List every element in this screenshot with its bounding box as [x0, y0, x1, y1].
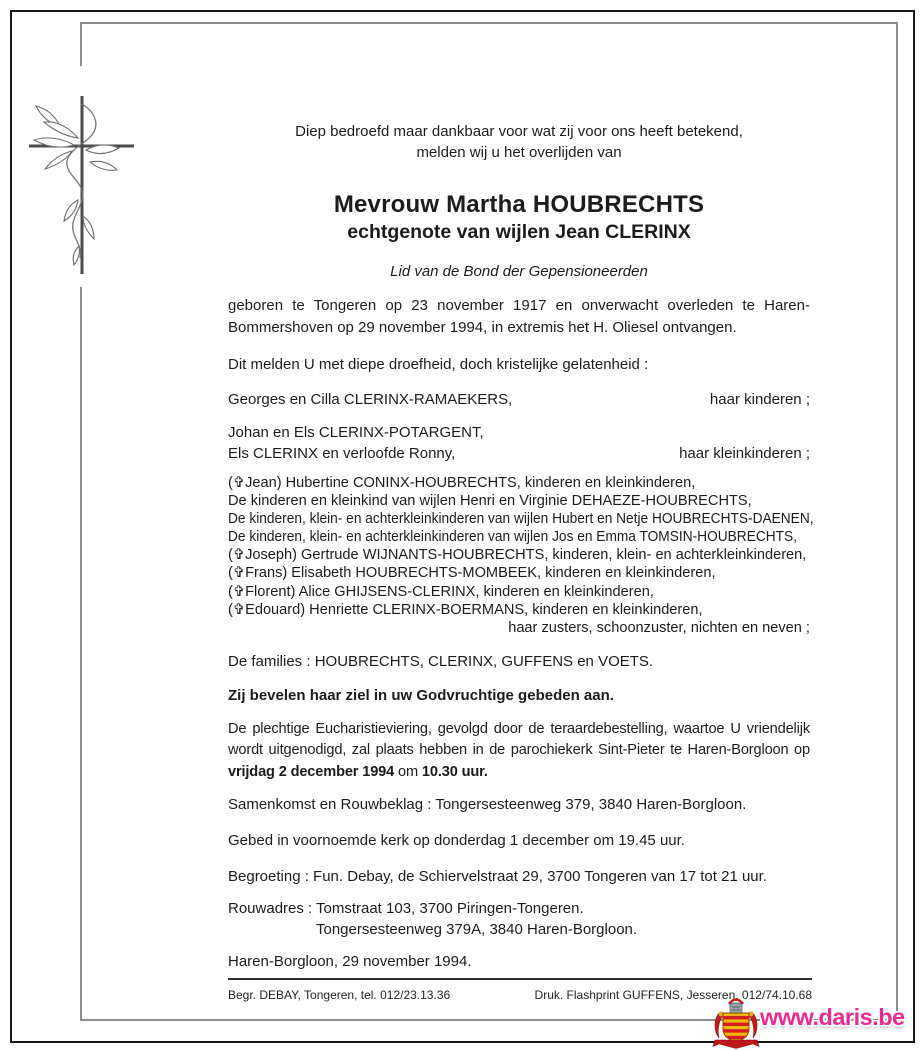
- grandchildren-label: haar kleinkinderen ;: [679, 444, 810, 462]
- visitation-line: Begroeting : Fun. Debay, de Schiervelstraat 29, 3700 Tongeren van 17 tot 21 uur.: [228, 868, 767, 885]
- intro-line-1: Diep bedroefd maar dankbaar voor wat zij voor ons heeft betekend,: [295, 123, 743, 140]
- mourning-address-block: [228, 899, 810, 940]
- printer-credit: Druk. Flashprint GUFFENS, Jesseren, 012/74.10.68: [534, 988, 812, 1002]
- relative-line: (✞Joseph) Gertrude WIJNANTS-HOUBRECHTS, kinderen, klein- en achterkleinkinderen,: [228, 547, 807, 564]
- relative-line: De kinderen en kleinkind van wijlen Henri en Virginie DEHAEZE-HOUBRECHTS,: [228, 493, 752, 510]
- children-row: [228, 389, 810, 410]
- birth-death-paragraph: geboren te Tongeren op 23 november 1917 en onverwacht overleden te Haren-Bommershoven op 29 november 1994, in extremis het H. Oliesel ontvangen.: [228, 297, 810, 336]
- mourning-address-label: Rouwadres :: [228, 900, 313, 917]
- daris-url-link[interactable]: www.daris.be: [760, 1004, 905, 1030]
- relative-line: De kinderen, klein- en achterkleinkinderen van wijlen Jos en Emma TOMSIN-HOUBRECHTS,: [228, 529, 798, 546]
- mourning-address-line-2: Tongersesteenweg 379A, 3840 Haren-Borgloon.: [316, 920, 638, 938]
- cross-with-foliage-icon: [16, 50, 148, 296]
- mourning-address-lines: [316, 899, 637, 940]
- inner-frame-left-lower: [80, 287, 82, 1019]
- relative-line: (✞Frans) Elisabeth HOUBRECHTS-MOMBEEK, kinderen en kleinkinderen,: [228, 565, 716, 582]
- inner-frame-top: [80, 22, 898, 24]
- grandchildren-line-2: Els CLERINX en verloofde Ronny,: [228, 444, 456, 462]
- notification-line: Dit melden U met diepe droefheid, doch kristelijke gelatenheid :: [228, 356, 649, 373]
- children-names: Georges en Cilla CLERINX-RAMAEKERS,: [228, 391, 513, 408]
- intro-line-2: melden wij u het overlijden van: [416, 144, 622, 161]
- dateline: Haren-Borgloon, 29 november 1994.: [228, 953, 472, 970]
- relatives-list: [228, 474, 814, 619]
- intro-text: [228, 121, 810, 163]
- undertaker-credit: Begr. DEBAY, Tongeren, tel. 012/23.13.36: [228, 988, 451, 1002]
- footer-divider: [228, 978, 812, 980]
- gathering-line: Samenkomst en Rouwbeklag : Tongersesteenweg 379, 3840 Haren-Borgloon.: [228, 796, 747, 813]
- spouse-line: echtgenote van wijlen Jean CLERINX: [347, 221, 691, 243]
- service-text-middle: om: [394, 763, 422, 780]
- grandchildren-line-1: Johan en Els CLERINX-POTARGENT,: [228, 424, 484, 441]
- service-date: vrijdag 2 december 1994: [228, 763, 395, 780]
- grandchildren-block: [228, 423, 810, 464]
- relative-line: (✞Edouard) Henriette CLERINX-BOERMANS, kinderen en kleinkinderen,: [228, 601, 703, 618]
- relative-line: (✞Jean) Hubertine CONINX-HOUBRECHTS, kinderen en kleinkinderen,: [228, 475, 696, 491]
- relative-line: De kinderen, klein- en achterkleinkinderen van wijlen Hubert en Netje HOUBRECHTS-DAENEN,: [228, 511, 814, 528]
- prayer-service-line: Gebed in voornoemde kerk op donderdag 1 december om 19.45 uur.: [228, 832, 685, 849]
- relatives-label: haar zusters, schoonzuster, nichten en neven ;: [508, 620, 810, 636]
- service-paragraph: [228, 719, 810, 783]
- membership-line: Lid van de Bond der Gepensioneerden: [390, 263, 648, 280]
- deceased-name: Mevrouw Martha HOUBRECHTS: [333, 191, 705, 218]
- mourning-address-line-1: Tomstraat 103, 3700 Piringen-Tongeren.: [316, 900, 584, 917]
- service-text-before: De plechtige Eucharistieviering, gevolgd door de teraardebestelling, waartoe U vriendelijk wordt uitgenodigd, zal plaats hebben in de parochiekerk Sint-Pieter te Haren-Borgloon op: [228, 721, 810, 759]
- inner-frame-right: [896, 22, 898, 1021]
- service-time: 10.30 uur.: [421, 763, 488, 780]
- daris-coat-of-arms-icon: [712, 998, 760, 1050]
- children-label: haar kinderen ;: [709, 391, 810, 408]
- families-line: De families : HOUBRECHTS, CLERINX, GUFFENS en VOETS.: [228, 653, 654, 670]
- daris-watermark: [700, 982, 924, 1050]
- commendation-line: Zij bevelen haar ziel in uw Godvruchtige gebeden aan.: [228, 687, 614, 704]
- relative-line: (✞Florent) Alice GHIJSENS-CLERINX, kinderen en kleinkinderen,: [228, 583, 654, 600]
- grandchildren-row: [228, 444, 810, 465]
